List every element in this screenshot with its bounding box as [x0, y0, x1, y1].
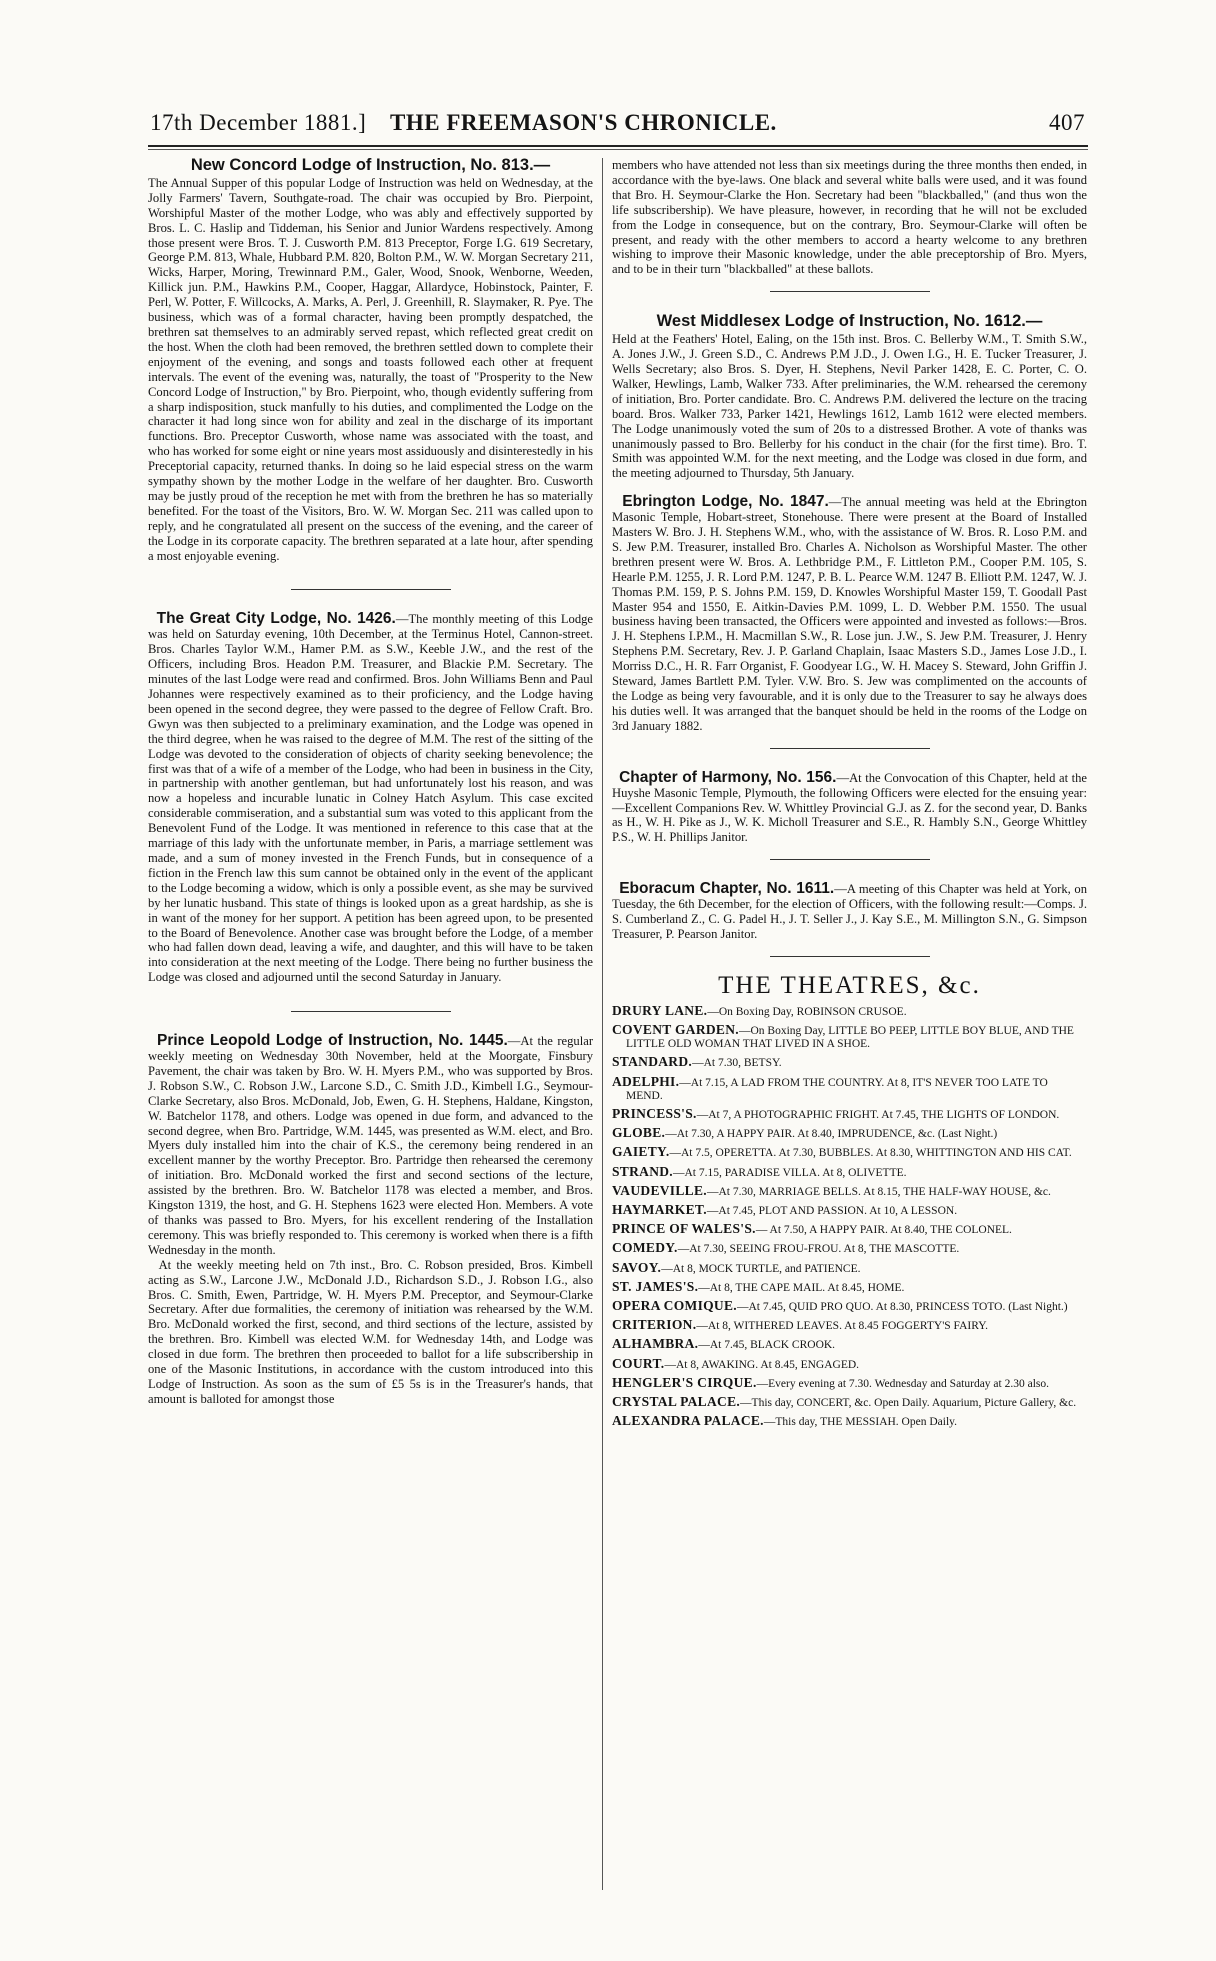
- publication-title: THE FREEMASON'S CHRONICLE.: [390, 110, 777, 135]
- article-heading: [612, 314, 1087, 330]
- theatre-listing: [612, 1395, 1087, 1410]
- article-ebrington: [612, 495, 1087, 734]
- theatre-name: COURT.: [612, 1355, 665, 1371]
- theatre-program: —At 8, WITHERED LEAVES. At 8.45 FOGGERTY'S FAIRY.: [696, 1320, 988, 1333]
- article-separator: [770, 291, 930, 292]
- article-heading: [148, 158, 593, 174]
- article-paragraph: [148, 1034, 593, 1258]
- theatre-listing: [612, 1318, 1087, 1333]
- theatre-program: —This day, CONCERT, &c. Open Daily. Aquarium, Picture Gallery, &c.: [740, 1397, 1077, 1410]
- article-separator: [770, 956, 930, 957]
- article-body-continued: At the weekly meeting held on 7th inst., Bro. C. Robson presided, Bros. Kimbell acting as S.W., Larcone J.W., McDonald J.D., Richardson S.D., J. Robson I.G., also Bros. C. Smith, Ewen, Partridge, W. H. Myers P.M. Preceptor, and Seymour-Clarke Secretary. After due formalities, the ceremony of initiation was rehearsed by the W.M. Bro. McDonald worked the first, second, and third sections of the lecture, assisted by the brethren. Bro. Kimbell was elected W.M. for Wednesday 14th, and Lodge was closed in due form. The brethren then proceeded to ballot for a life subscribership in one of the Masonic Institutions, in accordance with the custom introduced into this Lodge of Instruction. As soon as the sum of £5 5s is in the Treasurer's hands, that amount is balloted for amongst those: [148, 1257, 594, 1406]
- theatre-listing: [612, 1075, 1087, 1103]
- article-new-concord: [148, 158, 593, 563]
- article-paragraph: [612, 768, 1087, 846]
- article-title: New Concord Lodge of Instruction, No. 813.—: [190, 156, 551, 174]
- theatre-name: ADELPHI.: [612, 1073, 680, 1089]
- theatre-listing: [612, 1222, 1087, 1237]
- masthead: [150, 110, 1085, 144]
- theatre-program: —At 7.30, MARRIAGE BELLS. At 8.15, THE HALF-WAY HOUSE, &c.: [706, 1185, 1051, 1198]
- theatre-name: STANDARD.: [612, 1054, 693, 1070]
- theatre-listing: [612, 1280, 1087, 1295]
- article-body: —The annual meeting was held at the Ebrington Masonic Temple, Hobart-street, Stonehouse. There were present at the Board of Installed Masters W. Bro. J. H. Stephens W.M., who, with the assistance of W. Bros. R. Loso P.M. and S. Jew P.M. Treasurer, installed Bro. Charles A. Nicholson as Worshipful Master. The other brethren present were W. Bros. A. Lethbridge P.M., F. Littleton P.M., Cooper P.M. 105, S. Hearle P.M. 1255, J. R. Lord P.M. 1247, P. B. L. Pearce W.M. 1247 B. Elliott P.M. 1247, W. J. Thomas P.M. 159, P. S. Johns P.M. 159, D. Knowles Worshipful Master 159, T. Goodall Past Master 954 and 1550, E. Aitkin-Davies P.M. 1099, L. D. Webber P.M. 1550. The usual business having been transacted, the Officers were appointed and invested as follows:—Bros. J. H. Stephens I.P.M., H. Macmillan S.W., R. Lose jun. J.W., S. Jew P.M. Treasurer, J. Henry Stephens P.M. Secretary, Rev. J. P. Garland Chaplain, Isaac Masters S.D., James Lose J.D., I. Morriss D.C., H. R. Farr Organist, F. Goodyear I.G., W. H. Macey S. Steward, John Griffin J. Steward, James Bartlett P.M. Tyler. V.W. Bro. S. Jew was complimented on the accounts of the Lodge as being very favourable, and it is only due to the Treasurer to say he always does his duties well. It was arranged that the banquet should be held in the rooms of the Lodge on 3rd January 1882.: [612, 495, 1087, 733]
- article-body: Held at the Feathers' Hotel, Ealing, on the 15th inst. Bros. C. Bellerby W.M., T. Smith S.W., A. Jones J.W., J. Green S.D., C. Andrews P.M J.D., J. Owen I.G., H. E. Tucker Treasurer, J. Wells Secretary; also Bros. S. Dyer, H. Stephens, Nevil Parker 1428, E. C. Porter, C. O. Walker, Hewlings, Lamb, Walker 733. After preliminaries, the W.M. rehearsed the ceremony of initiation, Bro. Porter candidate. Bro. C. Andrews P.M. delivered the lecture on the tracing board. Bros. Walker 733, Parker 1421, Hewlings 1612, Lamb 1612 were elected members. The Lodge unanimously voted the sum of 20s to a distressed Brother. A vote of thanks was unanimously passed to Bro. Bellerby for his conduct in the chair (for the first time). Bro. T. Smith was appointed W.M. for the next meeting, and the Lodge was closed in due form, and the meeting adjourned to Thursday, 5th January.: [612, 332, 1087, 481]
- theatre-program: —Every evening at 7.30. Wednesday and Saturday at 2.30 also.: [756, 1377, 1049, 1390]
- article-body: —The monthly meeting of this Lodge was held on Saturday evening, 10th December, at the Terminus Hotel, Cannon-street. Bros. Charles Taylor W.M., Hamer P.M. as S.W., Keeble J.W., and the rest of the Officers, including Bros. Headon P.M. Treasurer, and Blackie P.M. Secretary. The minutes of the last Lodge were read and confirmed. Bros. John Williams Benn and Paul Johannes were respectively examined as to their proficiency, and the Lodge having been opened in the second degree, they were passed to the degree of Fellow Craft. Bro. Gwyn was then subjected to a preliminary examination, and the Lodge was opened in the third degree, when he was raised to the degree of M.M. The rest of the sitting of the Lodge was devoted to the consideration of objects of charity seeking benevolence; the first was that of a wife of a member of the Lodge, who had been in business in the City, in partnership with another gentleman, but had unfortunately lost his reason, and was now a hopeless and incurable lunatic in Colney Hatch Asylum. This case excited considerable commiseration, and a substantial sum was voted to this applicant from the Benevolent Fund of the Lodge. It was mentioned in reference to this case that at the marriage of this lady with the unfortunate member, in Paris, a marriage settlement was made, and a sum of money invested in the French Funds, but in consequence of a fiction in the French law this sum cannot be obtained only in the event of the applicant to the Lodge becoming a widow, which is only a possible event, as she may be survived by her lunatic husband. This state of things is looked upon as a great hardship, as she is in want of the money for her support. A petition has been agreed upon, to be presented to the Board of Benevolence. Another case was brought before the Lodge, of a member who had fallen down dead, leaving a wife, and daughter, and this will have to be taken into consideration at the next meeting of the Lodge. There being no further business the Lodge was closed and adjourned until the second Saturday in January.: [148, 612, 593, 985]
- theatre-program: —At 7.45, BLACK CROOK.: [698, 1339, 836, 1352]
- theatres-heading: THE THEATRES, &c.: [718, 971, 981, 999]
- theatre-program: —At 7.15, A LAD FROM THE COUNTRY. At 8, IT'S NEVER TOO LATE TO MEND.: [626, 1076, 1048, 1102]
- theatre-name: GLOBE.: [612, 1125, 666, 1141]
- theatre-program: —At 7, A PHOTOGRAPHIC FRIGHT. At 7.45, THE LIGHTS OF LONDON.: [696, 1109, 1060, 1121]
- theatre-program: —At 7.45, QUID PRO QUO. At 8.30, PRINCESS TOTO. (Last Night.): [736, 1301, 1068, 1314]
- theatre-listing: [612, 1107, 1087, 1122]
- article-body: —At the regular weekly meeting on Wednesday 30th November, held at the Moorgate, Finsbury Pavement, the chair was taken by Bro. W. H. Myers P.M., who was supported by Bros. J. Robson S.W., C. Robson J.W., Larcone S.D., C. Smith J.D., Kimbell I.G., Seymour-Clarke Secretary, also Bros. McDonald, Job, Ewen, G. H. Stephens, Haldane, Kingston, W. Batchelor 1178, and others. Lodge was opened in due form, and advanced to the second degree, when Bro. Partridge, W.M. 1445, was presented as W.M. elect, and Bro. Myers duly installed him into the chair of K.S., the ceremony being rendered in an excellent manner by the worthy Preceptor. Bro. Partridge then rehearsed the ceremony of initiation. Bro. McDonald worked the first and second sections of the lecture, assisted by the brethren. Bro. W. Batchelor 1178 was elected a member, and Bros. Kingston 1319, the host, and G. H. Stephens 1623 were elected Hon. Members. A vote of thanks was passed to Bro. Myers, for his excellent rendering of the Installation ceremony. This was briefly responded to. This ceremony is worked when there is a fifth Wednesday in the month.: [148, 1034, 594, 1257]
- theatre-program: —At 8, AWAKING. At 8.45, ENGAGED.: [664, 1358, 860, 1371]
- article-separator: [770, 748, 930, 749]
- article-separator: [291, 589, 451, 590]
- theatre-listing: [612, 1055, 1087, 1070]
- theatre-listing: [612, 1004, 1087, 1019]
- theatre-name: GAIETY.: [612, 1144, 670, 1160]
- theatre-program: —On Boxing Day, LITTLE BO PEEP, LITTLE BOY BLUE, AND THE LITTLE OLD WOMAN THAT LIVED IN A SHOE.: [626, 1024, 1074, 1051]
- theatre-name: CRYSTAL PALACE.: [612, 1394, 741, 1410]
- article-chapter-harmony: [612, 768, 1087, 846]
- theatre-listing: [612, 1357, 1087, 1372]
- theatre-name: COVENT GARDEN.: [612, 1021, 739, 1037]
- article-body: —At the Convocation of this Chapter, held at the Huyshe Masonic Temple, Plymouth, the following Officers were elected for the ensuing year:—Excellent Companions Rev. W. Whittley Provincial G.J. as Z. for the second year, D. Banks as H., W. H. Pike as J., W. K. Micholl Treasurer and S.E., R. Hambly S.N., George Whittley P.S., W. H. Phillips Janitor.: [612, 770, 1087, 845]
- article-title: Eboracum Chapter, No. 1611.: [619, 880, 835, 898]
- theatre-name: CRITERION.: [612, 1317, 697, 1333]
- header-rule: [148, 145, 1088, 147]
- article-paragraph: [148, 612, 593, 985]
- continued-text: members who have attended not less than six meetings during the three months then ended, in accordance with the bye-laws. One black and several white balls were used, and it was found that Bro. H. Seymour-Clarke the Hon. Secretary had been "blackballed," (and thus won the life subscribership). We have pleasure, however, in recording that he will not be excluded from the Lodge in consequence, but on the contrary, Bro. Seymour-Clarke will often be present, and ready with the other members to accord a hearty welcome to any brethren wishing to improve their Masonic knowledge, under the able preceptorship of Bro. Myers, and to be in their turn "blackballed" at these ballots.: [612, 158, 1087, 277]
- theatre-name: DRURY LANE.: [612, 1002, 708, 1018]
- theatre-name: ST. JAMES'S.: [612, 1278, 699, 1294]
- theatre-listing: [612, 1376, 1087, 1391]
- issue-date: 17th December 1881.]: [150, 110, 367, 135]
- theatre-name: STRAND.: [612, 1163, 673, 1179]
- article-continuation: [612, 158, 1087, 277]
- article-separator: [291, 1011, 451, 1012]
- theatre-name: HAYMARKET.: [612, 1202, 707, 1218]
- left-column: [148, 158, 593, 1433]
- right-column: [612, 158, 1087, 1433]
- theatre-program: —On Boxing Day, ROBINSON CRUSOE.: [707, 1005, 907, 1018]
- theatre-listing: [612, 1414, 1087, 1429]
- theatre-name: VAUDEVILLE.: [612, 1182, 707, 1198]
- theatre-name: PRINCESS'S.: [612, 1106, 697, 1121]
- article-paragraph: [612, 882, 1087, 942]
- theatre-name: HENGLER'S CIRQUE.: [612, 1374, 757, 1390]
- theatre-listing: [612, 1126, 1087, 1141]
- header-rule-thin: [148, 149, 1088, 150]
- theatre-program: —At 7.15, PARADISE VILLA. At 8, OLIVETTE.: [673, 1166, 907, 1179]
- theatre-program: —At 7.30, BETSY.: [692, 1057, 782, 1070]
- article-great-city: [148, 612, 593, 985]
- theatre-program: —At 8, MOCK TURTLE, and PATIENCE.: [661, 1262, 861, 1275]
- theatre-program: —At 7.45, PLOT AND PASSION. At 10, A LESSON.: [706, 1205, 958, 1218]
- theatre-name: ALHAMBRA.: [612, 1336, 699, 1352]
- theatre-listing: [612, 1184, 1087, 1199]
- article-separator: [770, 859, 930, 860]
- theatre-name: PRINCE OF WALES'S.: [612, 1221, 756, 1237]
- theatre-listing: [612, 1023, 1087, 1051]
- article-prince-leopold: [148, 1034, 593, 1407]
- theatre-program: —At 7.30, A HAPPY PAIR. At 8.40, IMPRUDENCE, &c. (Last Night.): [665, 1128, 998, 1141]
- theatre-listing: [612, 1165, 1087, 1180]
- article-body: The Annual Supper of this popular Lodge of Instruction was held on Wednesday, at the Jolly Farmers' Tavern, Southgate-road. The chair was occupied by Bro. Pierpoint, Worshipful Master of the mother Lodge, who was ably and effectively supported by Bros. L. C. Haslip and Tiddeman, his Senior and Junior Wardens respectively. Among those present were Bros. T. J. Cusworth P.M. 813 Preceptor, Forge I.G. 619 Secretary, George P.M. 813, Whale, Hubbard P.M. 820, Bolton P.M., W. W. Morgan Secretary 211, Wicks, Harper, Moring, Trewinnard P.M., Galer, Wood, Snook, Wenborne, Weeden, Killick jun. P.M., Hawkins P.M., Cooper, Haggar, Allardyce, Hobinstock, Painter, F. Perl, W. Potter, F. Willcocks, A. Marks, A. Perl, J. Greenhill, R. Slaymaker, R. Pye. The business, which was of a formal character, having been promptly despatched, the brethren sat themselves to an admirably served repast, which reflected great credit on the host. When the cloth had been removed, the brethren settled down to complete their enjoyment of the evening, and songs and toasts followed each other at frequent intervals. The event of the evening was, naturally, the toast of "Prosperity to the New Concord Lodge of Instruction," by Bro. Pierpoint, who, though evidently suffering from a sharp indisposition, stuck manfully to his duties, and complimented the Lodge on the character it had long since won for ability and zeal in the discharge of its important functions. Bro. Preceptor Cusworth, whose name was associated with the toast, and who has worked for some eight or nine years most assiduously and disinterestedly in his Preceptorial capacity, returned thanks. In doing so he laid especial stress on the warm sympathy shown by the mother Lodge in the welfare of her daughter. Bro. Cusworth may be justly proud of the reception he met with from the brethren he has so materially benefited. For the toast of the Visitors, Bro. W. W. Morgan Sec. 211 was called upon to reply, and he congratulated all present on the success of the evening, and the career of the Lodge in its corporate capacity. The brethren separated at a late hour, after spending a most enjoyable evening.: [148, 175, 593, 563]
- theatre-program: — At 7.50, A HAPPY PAIR. At 8.40, THE COLONEL.: [755, 1224, 1012, 1237]
- theatre-listing: [612, 1203, 1087, 1218]
- theatre-listing: [612, 1145, 1087, 1160]
- article-paragraph-2: [148, 1258, 593, 1407]
- article-title: West Middlesex Lodge of Instruction, No. 1612.—: [656, 312, 1043, 331]
- article-title: Prince Leopold Lodge of Instruction, No. 1445.: [156, 1032, 508, 1050]
- article-paragraph: [612, 495, 1087, 734]
- theatre-listings: [612, 1004, 1087, 1430]
- theatre-listing: [612, 1337, 1087, 1352]
- article-title: The Great City Lodge, No. 1426.: [156, 610, 396, 628]
- theatre-listing: [612, 1299, 1087, 1314]
- theatre-name: SAVOY.: [612, 1259, 662, 1275]
- article-title: Chapter of Harmony, No. 156.: [619, 768, 837, 786]
- theatre-program: —At 7.30, SEEING FROU-FROU. At 8, THE MASCOTTE.: [677, 1243, 960, 1256]
- theatre-listing: [612, 1241, 1087, 1256]
- theatre-program: —This day, THE MESSIAH. Open Daily.: [763, 1416, 958, 1429]
- article-west-middlesex: [612, 314, 1087, 481]
- theatre-name: COMEDY.: [612, 1240, 678, 1256]
- column-divider: [602, 158, 603, 1890]
- page-number: 407: [1049, 110, 1085, 135]
- theatre-program: —At 8, THE CAPE MAIL. At 8.45, HOME.: [698, 1281, 905, 1294]
- theatre-program: —At 7.5, OPERETTA. At 7.30, BUBBLES. At 8.30, WHITTINGTON AND HIS CAT.: [669, 1147, 1072, 1160]
- theatre-listing: [612, 1261, 1087, 1276]
- article-body: —A meeting of this Chapter was held at York, on Tuesday, the 6th December, for the election of Officers, with the following result:—Comps. J. S. Cumberland Z., C. G. Padel H., J. T. Seller J., J. Kay S.E., M. Millington S.N., G. Simpson Treasurer, P. Pearson Janitor.: [612, 882, 1088, 941]
- article-title: Ebrington Lodge, No. 1847.: [622, 493, 829, 511]
- article-eboracum: [612, 882, 1087, 942]
- theatre-name: ALEXANDRA PALACE.: [612, 1413, 764, 1429]
- theatre-name: OPERA COMIQUE.: [612, 1298, 737, 1314]
